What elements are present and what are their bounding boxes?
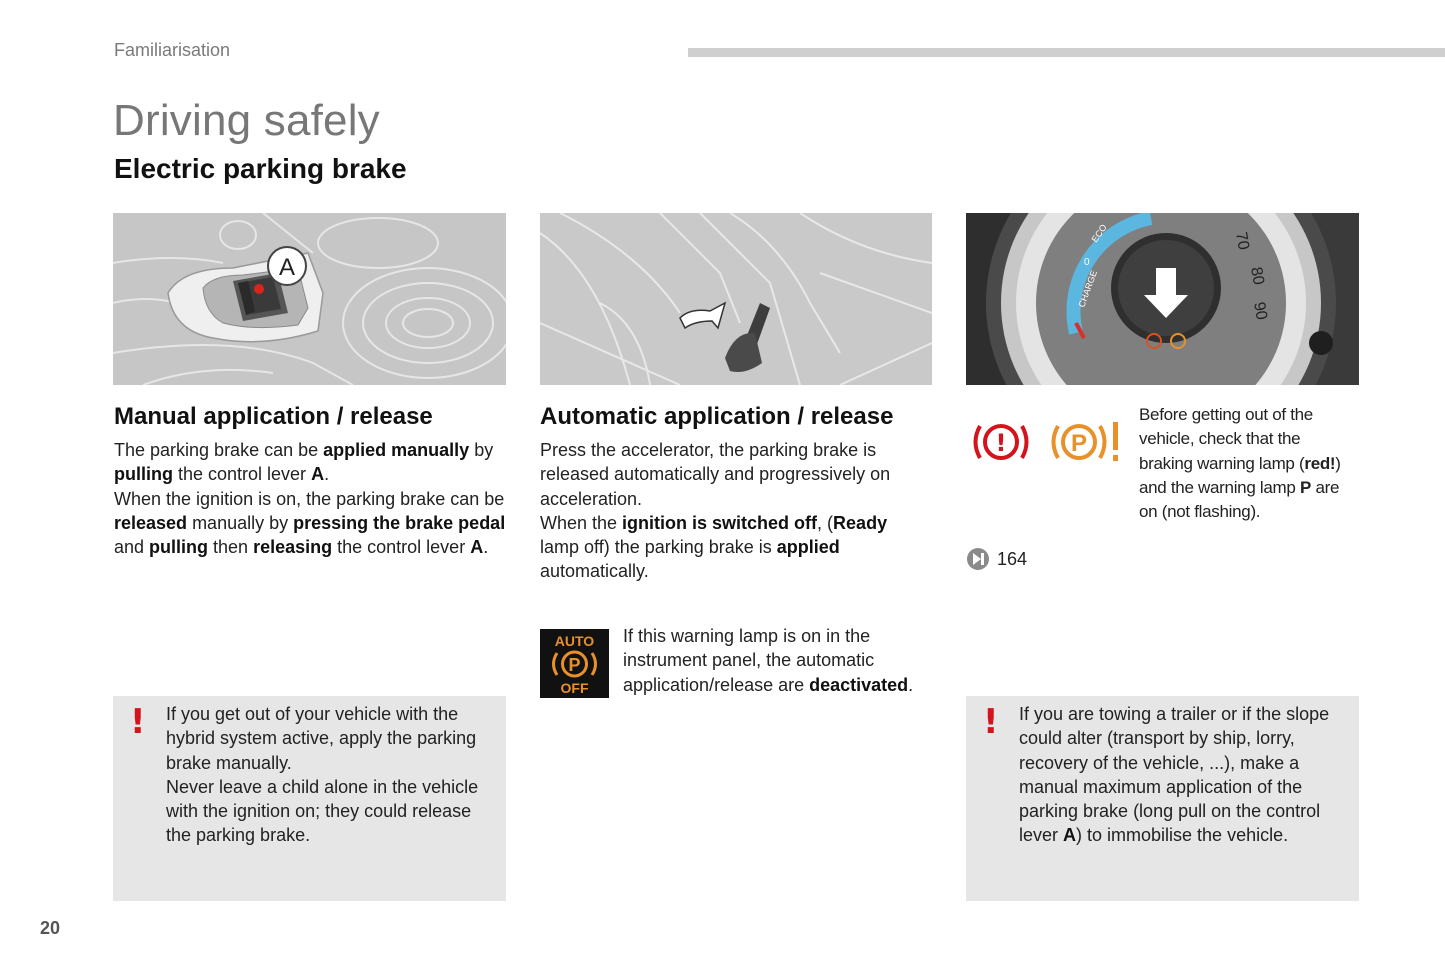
manual-text xyxy=(114,438,509,559)
brake-lamp-glyph: ! xyxy=(995,429,1007,457)
pedal-illustration xyxy=(540,213,932,385)
gauge-label-80: 80 xyxy=(1247,265,1267,287)
section-label: Familiarisation xyxy=(114,40,231,60)
gauge-label-charge: CHARGE xyxy=(1076,269,1100,309)
gauge-label-90: 90 xyxy=(1250,300,1270,322)
warning-icon: ! xyxy=(983,702,999,742)
warning-left-text xyxy=(166,702,496,848)
page-reference-number[interactable]: 164 xyxy=(997,549,1028,569)
warning-left-paragraph-1: If you get out of your vehicle with the hybrid system active, apply the parking brake manually. xyxy=(166,704,477,773)
manual-paragraph-1: The parking brake can be applied manually by pulling the control lever A. xyxy=(114,440,494,485)
page-reference-icon[interactable] xyxy=(966,547,990,571)
auto-lamp-top: AUTO xyxy=(554,633,595,649)
auto-lamp-mid: P xyxy=(568,655,581,675)
gauge-illustration xyxy=(966,213,1359,385)
gauge-label-zero: 0 xyxy=(1084,257,1090,268)
manual-heading: Manual application / release xyxy=(114,403,433,430)
page-subtitle: Electric parking brake xyxy=(114,153,407,184)
park-lamp-glyph: P xyxy=(1070,430,1088,457)
automatic-paragraph-1: Press the accelerator, the parking brake is released automatically and progressively on acceleration. xyxy=(540,440,891,509)
auto-lamp-bottom: OFF xyxy=(560,680,589,696)
header-bar xyxy=(688,48,1445,57)
park-warning-lamp-icon xyxy=(1046,418,1126,466)
lever-label-a: A xyxy=(278,254,296,281)
auto-lamp-text: If this warning lamp is on in the instrument panel, the automatic application/release are deactivated. xyxy=(623,626,914,695)
warning-right-text: If you are towing a trailer or if the slope could alter (transport by ship, lorry, recovery of the vehicle, ...), make a manual maximum application of the parking brake (long pull on the control lever A) to immobilise the vehicle. xyxy=(1019,704,1330,846)
warning-left-paragraph-2: Never leave a child alone in the vehicle with the ignition on; they could release the parking brake. xyxy=(166,776,479,846)
manual-paragraph-2: When the ignition is on, the parking brake can be released manually by pressing the brake pedal and pulling then releasing the control lever A. xyxy=(114,488,506,558)
auto-off-lamp-icon xyxy=(540,629,609,698)
warning-box-left xyxy=(113,696,506,901)
automatic-text xyxy=(540,438,920,584)
page-title: Driving safely xyxy=(113,96,380,145)
automatic-heading: Automatic application / release xyxy=(540,403,894,430)
brake-warning-lamp-icon xyxy=(970,418,1032,466)
lamps-text: Before getting out of the vehicle, check that the braking warning lamp (red!) and the warning lamp P are on (not flashing). xyxy=(1139,405,1341,522)
gauge-label-70: 70 xyxy=(1232,230,1252,252)
warning-icon: ! xyxy=(130,702,146,742)
page-number: 20 xyxy=(40,918,61,938)
warning-box-right xyxy=(966,696,1359,901)
automatic-paragraph-2: When the ignition is switched off, (Ready lamp off) the parking brake is applied automatically. xyxy=(540,512,888,582)
gauge-label-eco: ECO xyxy=(1089,222,1109,245)
lever-illustration xyxy=(113,213,506,385)
